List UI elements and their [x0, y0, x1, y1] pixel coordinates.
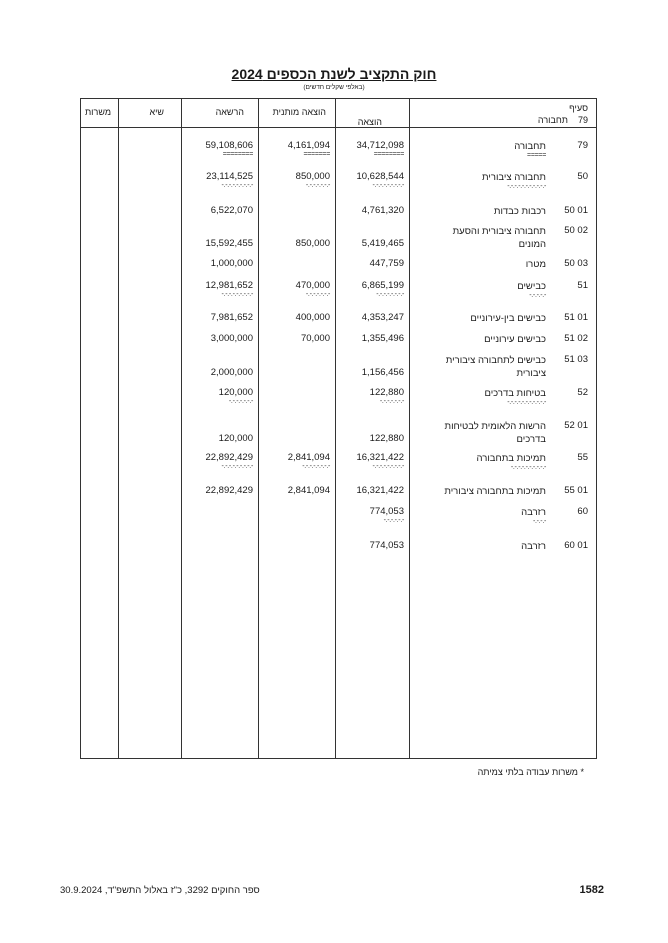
row-expense-underline: ========	[373, 151, 404, 158]
row-conditional: 850,000	[295, 171, 330, 182]
row-expense: 16,321,422	[356, 485, 404, 496]
column-divider	[118, 99, 119, 758]
row-expense: 34,712,098	[356, 140, 404, 151]
row-name-underline: -.-.-.-	[532, 518, 546, 525]
row-name: רכבות כבדות	[493, 206, 546, 217]
row-code: 52	[577, 387, 588, 398]
column-divider	[335, 99, 336, 758]
row-name: כבישים לתחבורה ציבורית ציבורית	[445, 355, 546, 379]
page-number: 1582	[579, 884, 604, 896]
column-divider	[181, 99, 182, 758]
row-code: 52 01	[564, 420, 588, 431]
row-conditional-underline: -.-.-.-.-.-.-	[305, 291, 330, 298]
row-code: 79	[577, 140, 588, 151]
row-expense: 122,880	[369, 433, 404, 444]
row-expense-underline: -.-.-.-.-.-	[383, 517, 404, 524]
row-code: 51 03	[564, 354, 588, 365]
row-code: 55	[577, 452, 588, 463]
row-name-underline: =====	[527, 152, 546, 159]
row-authorization: 15,592,455	[205, 238, 253, 249]
row-name: תמיכות בתחבורה ציבורית	[444, 486, 546, 497]
row-expense: 774,053	[369, 506, 404, 517]
header-section-label: סעיף	[569, 103, 588, 113]
row-conditional-underline: -.-.-.-.-.-.-	[305, 182, 330, 189]
row-name: תחבורה ציבורית והסעת המונים	[452, 226, 546, 250]
row-name: כבישים עירוניים	[484, 334, 546, 345]
header-authorization: הרשאה	[215, 107, 244, 117]
row-authorization: 120,000	[218, 433, 253, 444]
row-code: 50 02	[564, 225, 588, 236]
row-authorization: 1,000,000	[210, 258, 253, 269]
page-title: חוק התקציב לשנת הכספים 2024	[231, 66, 437, 82]
row-authorization: 12,981,652	[205, 280, 253, 291]
row-code: 60 01	[564, 540, 588, 551]
row-name: בטיחות בדרכים	[484, 388, 546, 399]
page-subtitle: (באלפי שקלים חדשים)	[303, 84, 365, 91]
row-expense: 4,761,320	[361, 205, 404, 216]
column-divider	[258, 99, 259, 758]
header-expense: הוצאה	[357, 117, 382, 127]
row-expense-underline: -.-.-.-.-.-.-.-	[376, 291, 404, 298]
row-authorization: 6,522,070	[210, 205, 253, 216]
header-section-code: 79	[577, 115, 588, 125]
row-name-underline: -.-.-.-.-.-.-.-.-.-	[510, 464, 546, 471]
row-authorization: 22,892,429	[205, 485, 253, 496]
column-divider	[409, 99, 410, 758]
header-divider	[81, 127, 596, 128]
row-expense: 16,321,422	[356, 452, 404, 463]
row-expense-underline: -.-.-.-.-.-.-	[379, 398, 404, 405]
row-name: כבישים בין-עירוניים	[470, 313, 546, 324]
row-name-underline: -.-.-.-.-.-.-.-.-.-.-	[507, 183, 546, 190]
row-expense: 447,759	[369, 258, 404, 269]
row-name: מטרו	[525, 259, 546, 270]
row-expense: 4,353,247	[361, 312, 404, 323]
row-name: תחבורה	[514, 141, 546, 152]
row-code: 55 01	[564, 485, 588, 496]
row-expense: 1,355,496	[361, 333, 404, 344]
row-conditional-underline: -.-.-.-.-.-.-.-	[302, 463, 330, 470]
row-code: 50	[577, 171, 588, 182]
row-authorization-underline: -.-.-.-.-.-.-	[228, 398, 253, 405]
row-code: 50 03	[564, 258, 588, 269]
row-name: תחבורה ציבורית	[482, 172, 546, 183]
row-name: כבישים	[517, 281, 546, 292]
header-peak: שיא	[149, 107, 164, 117]
row-authorization: 120,000	[218, 387, 253, 398]
row-expense: 10,628,544	[356, 171, 404, 182]
row-authorization: 7,981,652	[210, 312, 253, 323]
row-code: 51 01	[564, 312, 588, 323]
row-expense: 6,865,199	[361, 280, 404, 291]
row-code: 51 02	[564, 333, 588, 344]
row-conditional-underline: =======	[303, 151, 330, 158]
row-expense: 122,880	[369, 387, 404, 398]
header-section-name: תחבורה	[537, 115, 568, 125]
row-authorization-underline: -.-.-.-.-.-.-.-.-	[221, 463, 253, 470]
row-name-underline: -.-.-.-.-	[529, 292, 546, 299]
row-conditional: 2,841,094	[287, 485, 330, 496]
row-authorization-underline: ========	[222, 151, 253, 158]
row-conditional: 850,000	[295, 238, 330, 249]
footer-citation: ספר החוקים 3292, כ"ז באלול התשפ"ד, 30.9.2024	[60, 885, 260, 896]
row-conditional: 2,841,094	[287, 452, 330, 463]
row-authorization-underline: -.-.-.-.-.-.-.-.-	[221, 182, 253, 189]
footnote: * משרות עבודה בלתי צמיתה	[477, 767, 584, 777]
row-authorization: 3,000,000	[210, 333, 253, 344]
row-name: רזרבה	[521, 507, 546, 518]
row-authorization: 2,000,000	[210, 367, 253, 378]
row-expense: 5,419,465	[361, 238, 404, 249]
row-expense-underline: -.-.-.-.-.-.-.-.-	[372, 182, 404, 189]
row-authorization: 23,114,525	[206, 171, 253, 182]
row-name: רזרבה	[521, 541, 546, 552]
row-authorization: 59,108,606	[205, 140, 253, 151]
row-conditional: 70,000	[300, 333, 330, 344]
row-authorization-underline: -.-.-.-.-.-.-.-.-	[221, 291, 253, 298]
row-conditional: 400,000	[295, 312, 330, 323]
row-code: 60	[577, 506, 588, 517]
row-expense: 774,053	[369, 540, 404, 551]
row-conditional: 4,161,094	[287, 140, 330, 151]
header-conditional-expense: הוצאה מותנית	[272, 107, 326, 117]
header-positions: משרות	[84, 107, 111, 117]
row-name: הרשות הלאומית לבטיחות בדרכים	[444, 421, 546, 445]
row-code: 50 01	[564, 205, 588, 216]
row-expense-underline: -.-.-.-.-.-.-.-.-	[372, 463, 404, 470]
row-authorization: 22,892,429	[205, 452, 253, 463]
row-expense: 1,156,456	[361, 367, 404, 378]
row-name: תמיכות בתחבורה	[476, 453, 546, 464]
row-name-underline: -.-.-.-.-.-.-.-.-.-.-	[507, 399, 546, 406]
row-conditional: 470,000	[295, 280, 330, 291]
row-code: 51	[577, 280, 588, 291]
